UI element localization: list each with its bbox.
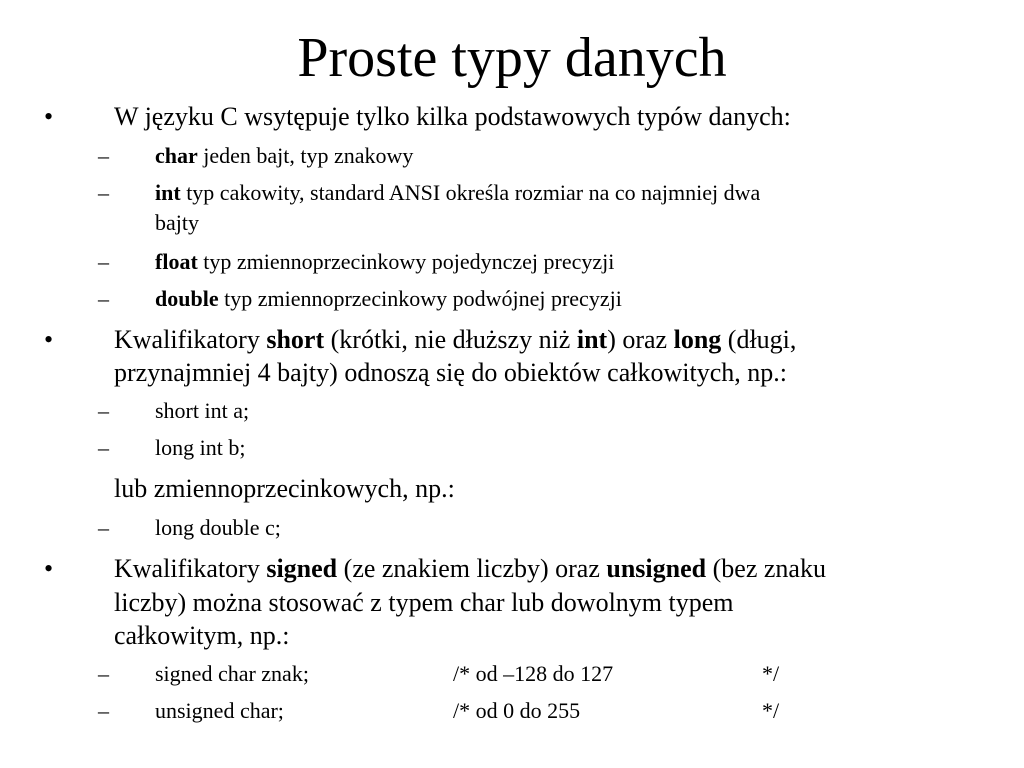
text-run: (długi,	[721, 325, 797, 354]
code-comment: /* od 0 do 255	[453, 698, 581, 723]
dash-marker: –	[98, 515, 109, 540]
type-item-int	[155, 178, 760, 208]
keyword: long	[673, 325, 722, 354]
type-description: typ zmiennoprzecinkowy pojedynczej precyzji	[197, 249, 615, 274]
code-comment: /* od –128 do 127	[453, 661, 614, 686]
code-example: signed char znak;	[155, 661, 309, 686]
comment-end: */	[762, 698, 780, 723]
dash-marker: –	[98, 661, 109, 686]
type-item-int-continued: bajty	[155, 210, 199, 235]
bullet-3-continued: liczby) można stosować z typem char lub dowolnym typem	[114, 588, 734, 617]
code-example: long int b;	[155, 435, 246, 460]
dash-marker: –	[98, 180, 109, 205]
text-run: (krótki, nie dłuższy niż	[324, 325, 577, 354]
dash-marker: –	[98, 698, 109, 723]
slide-title: Proste typy danych	[297, 27, 727, 89]
type-item-double	[155, 284, 622, 314]
bullet-2-continued: przynajmniej 4 bajty) odnoszą się do obiektów całkowitych, np.:	[114, 358, 787, 387]
text-run: Kwalifikatory	[114, 325, 267, 354]
type-item-float	[155, 247, 614, 277]
text-run: (bez znaku	[706, 554, 826, 583]
type-description: typ cakowity, standard ANSI określa rozmiar na co najmniej dwa	[180, 180, 761, 205]
bullet-marker: •	[44, 325, 54, 354]
text-run: Kwalifikatory	[114, 554, 267, 583]
keyword: unsigned	[606, 554, 707, 583]
dash-marker: –	[98, 398, 109, 423]
bullet-marker: •	[44, 102, 54, 131]
keyword: char	[155, 143, 198, 168]
bullet-3-continued: całkowitym, np.:	[114, 621, 290, 650]
keyword: double	[155, 286, 219, 311]
type-description: typ zmiennoprzecinkowy podwójnej precyzji	[218, 286, 622, 311]
comment-end: */	[762, 661, 780, 686]
dash-marker: –	[98, 286, 109, 311]
type-item-char	[155, 141, 413, 171]
bullet-3-text	[114, 552, 826, 585]
text-run: (ze znakiem liczby) oraz	[337, 554, 607, 583]
bullet-marker: •	[44, 554, 54, 583]
code-example: unsigned char;	[155, 698, 284, 723]
code-example: long double c;	[155, 515, 281, 540]
dash-marker: –	[98, 143, 109, 168]
bullet-1-text: W języku C wsytępuje tylko kilka podstawowych typów danych:	[114, 102, 791, 131]
keyword: int	[155, 180, 181, 205]
keyword: float	[155, 249, 198, 274]
keyword: signed	[266, 554, 338, 583]
text-run: ) oraz	[607, 325, 674, 354]
code-example: short int a;	[155, 398, 250, 423]
type-description: jeden bajt, typ znakowy	[197, 143, 414, 168]
keyword: short	[266, 325, 325, 354]
dash-marker: –	[98, 435, 109, 460]
dash-marker: –	[98, 249, 109, 274]
bullet-2-text	[114, 323, 796, 356]
keyword: int	[576, 325, 608, 354]
paragraph-continuation: lub zmiennoprzecinkowych, np.:	[114, 474, 455, 503]
